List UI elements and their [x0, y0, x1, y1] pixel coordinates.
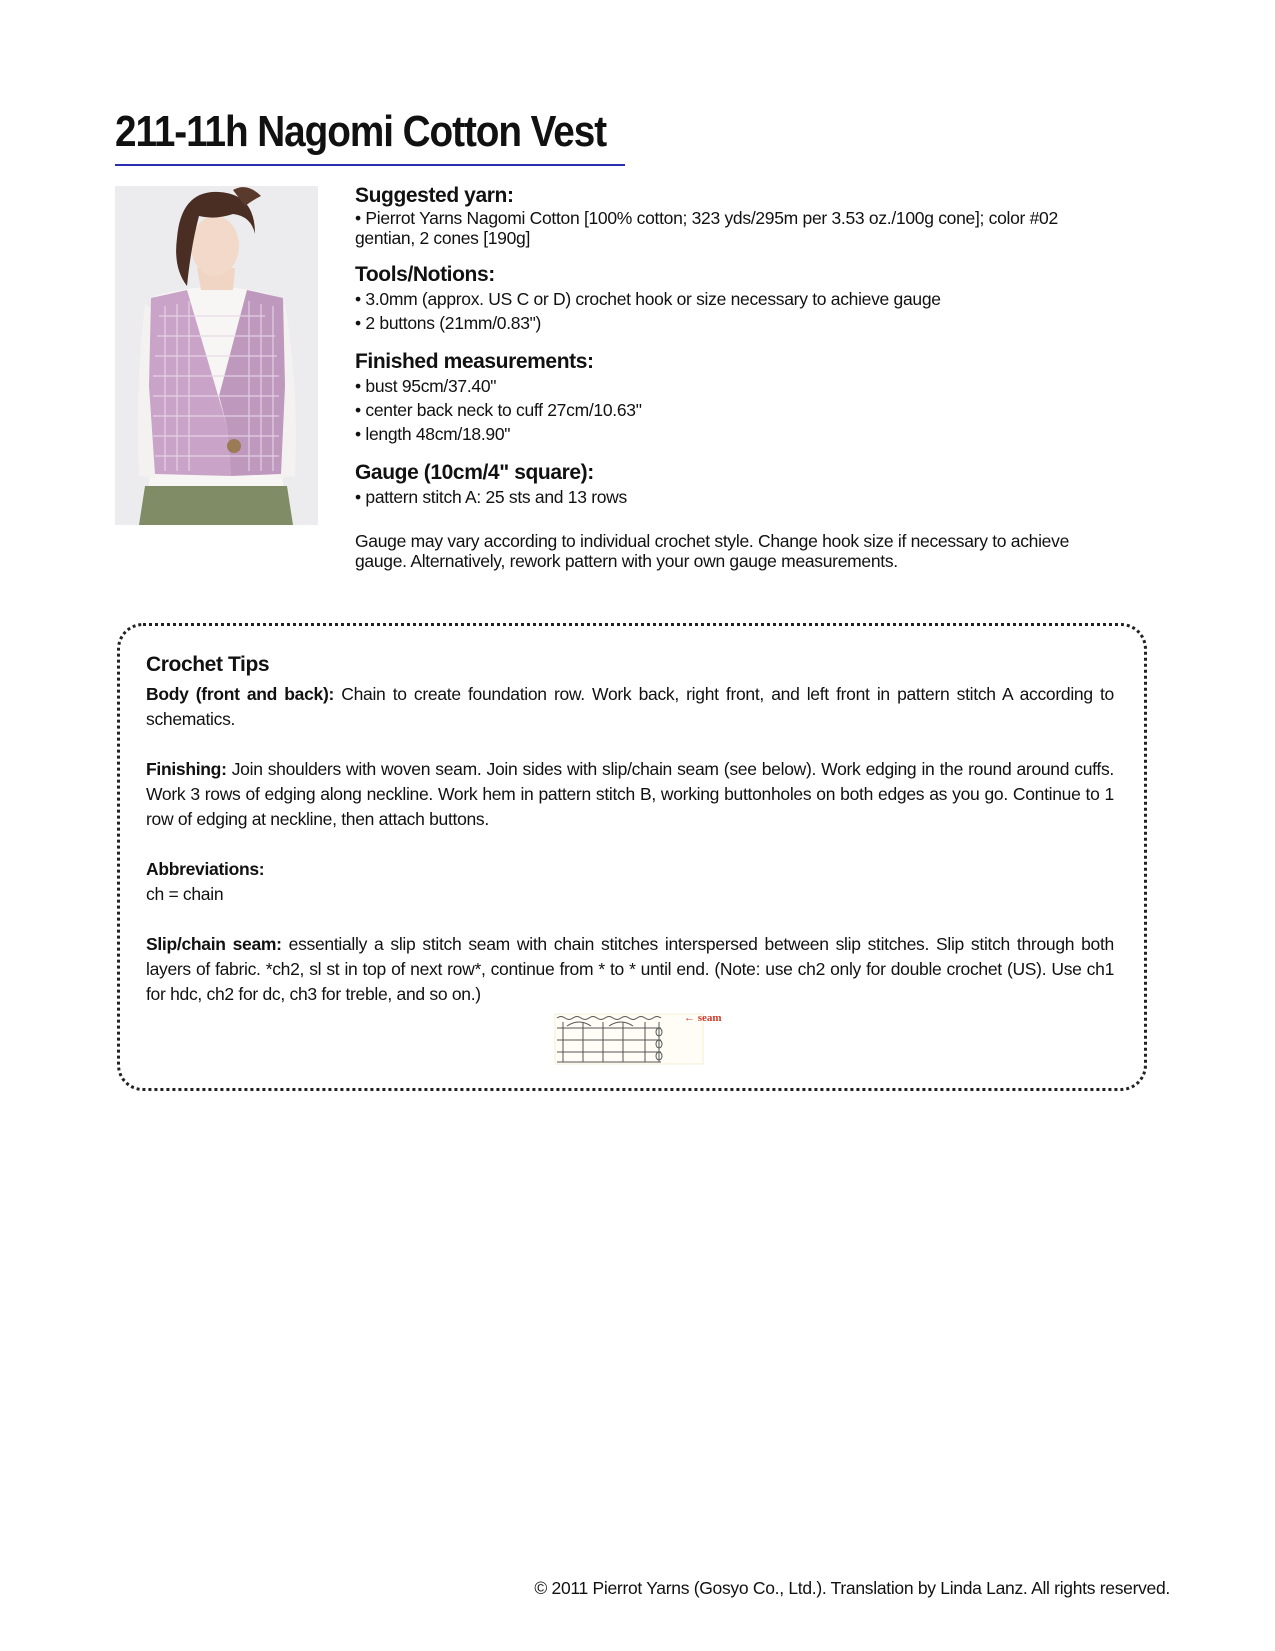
gauge-section — [355, 461, 1115, 571]
seam-paragraph — [146, 932, 1114, 1007]
tools-section — [355, 263, 1115, 335]
pattern-details — [355, 184, 1115, 571]
crochet-tips-title: Crochet Tips — [146, 653, 270, 676]
seam-text: essentially a slip stitch seam with chain stitches interspersed between slip stitches. Slip stitch through both layers of fabric. *ch2, sl st in top of next row*, continue from * to * until end. (Note: use ch2 only for double crochet (US). Use ch1 for hdc, ch2 for dc, ch3 for treble, and so on.) — [146, 934, 1114, 1004]
page-title: 211-11h Nagomi Cotton Vest — [115, 107, 607, 156]
tools-line: • 2 buttons (21mm/0.83") — [355, 313, 542, 333]
measurements-section — [355, 350, 1115, 446]
body-text: Chain to create foundation row. Work back, right front, and left front in pattern stitch A according to schematics. — [146, 684, 1114, 729]
yarn-line: • Pierrot Yarns Nagomi Cotton [100% cotton; 323 yds/295m per 3.53 oz./100g cone]; color #02 gentian, 2 cones [190g] — [355, 208, 1058, 248]
body-label: Body (front and back): — [146, 684, 335, 704]
body-paragraph — [146, 682, 1114, 732]
abbreviations-label: Abbreviations: — [146, 859, 265, 879]
gauge-line: • pattern stitch A: 25 sts and 13 rows — [355, 487, 627, 507]
finishing-text: Join shoulders with woven seam. Join sides with slip/chain seam (see below). Work edging in the round around cuffs. Work 3 rows of edging along neckline. Work hem in pattern stitch B, working buttonholes on both edges as you go. Continue to 1 row of edging at neckline, then attach buttons. — [146, 759, 1114, 829]
title-underline — [115, 164, 625, 166]
gauge-heading: Gauge (10cm/4" square): — [355, 461, 594, 484]
measurement-line: • length 48cm/18.90" — [355, 424, 511, 444]
finishing-paragraph — [146, 757, 1114, 832]
seam-label: Slip/chain seam: — [146, 934, 282, 954]
measurements-heading: Finished measurements: — [355, 350, 594, 373]
abbreviations-value: ch = chain — [146, 884, 224, 904]
finishing-label: Finishing: — [146, 759, 227, 779]
gauge-note: Gauge may vary according to individual crochet style. Change hook size if necessary to achieve gauge. Alternatively, rework pattern with your own gauge measurements. — [355, 531, 1069, 571]
seam-arrow-label: ← seam — [684, 1012, 722, 1024]
suggested-yarn-section — [355, 184, 1115, 248]
tools-line: • 3.0mm (approx. US C or D) crochet hook or size necessary to achieve gauge — [355, 289, 941, 309]
measurement-line: • bust 95cm/37.40" — [355, 376, 497, 396]
model-photo — [115, 186, 318, 525]
crochet-tips-content — [146, 652, 1114, 1032]
measurement-line: • center back neck to cuff 27cm/10.63" — [355, 400, 642, 420]
tools-heading: Tools/Notions: — [355, 263, 495, 286]
copyright-footer: © 2011 Pierrot Yarns (Gosyo Co., Ltd.). Translation by Linda Lanz. All rights reserved. — [534, 1578, 1170, 1598]
suggested-yarn-heading: Suggested yarn: — [355, 184, 514, 207]
